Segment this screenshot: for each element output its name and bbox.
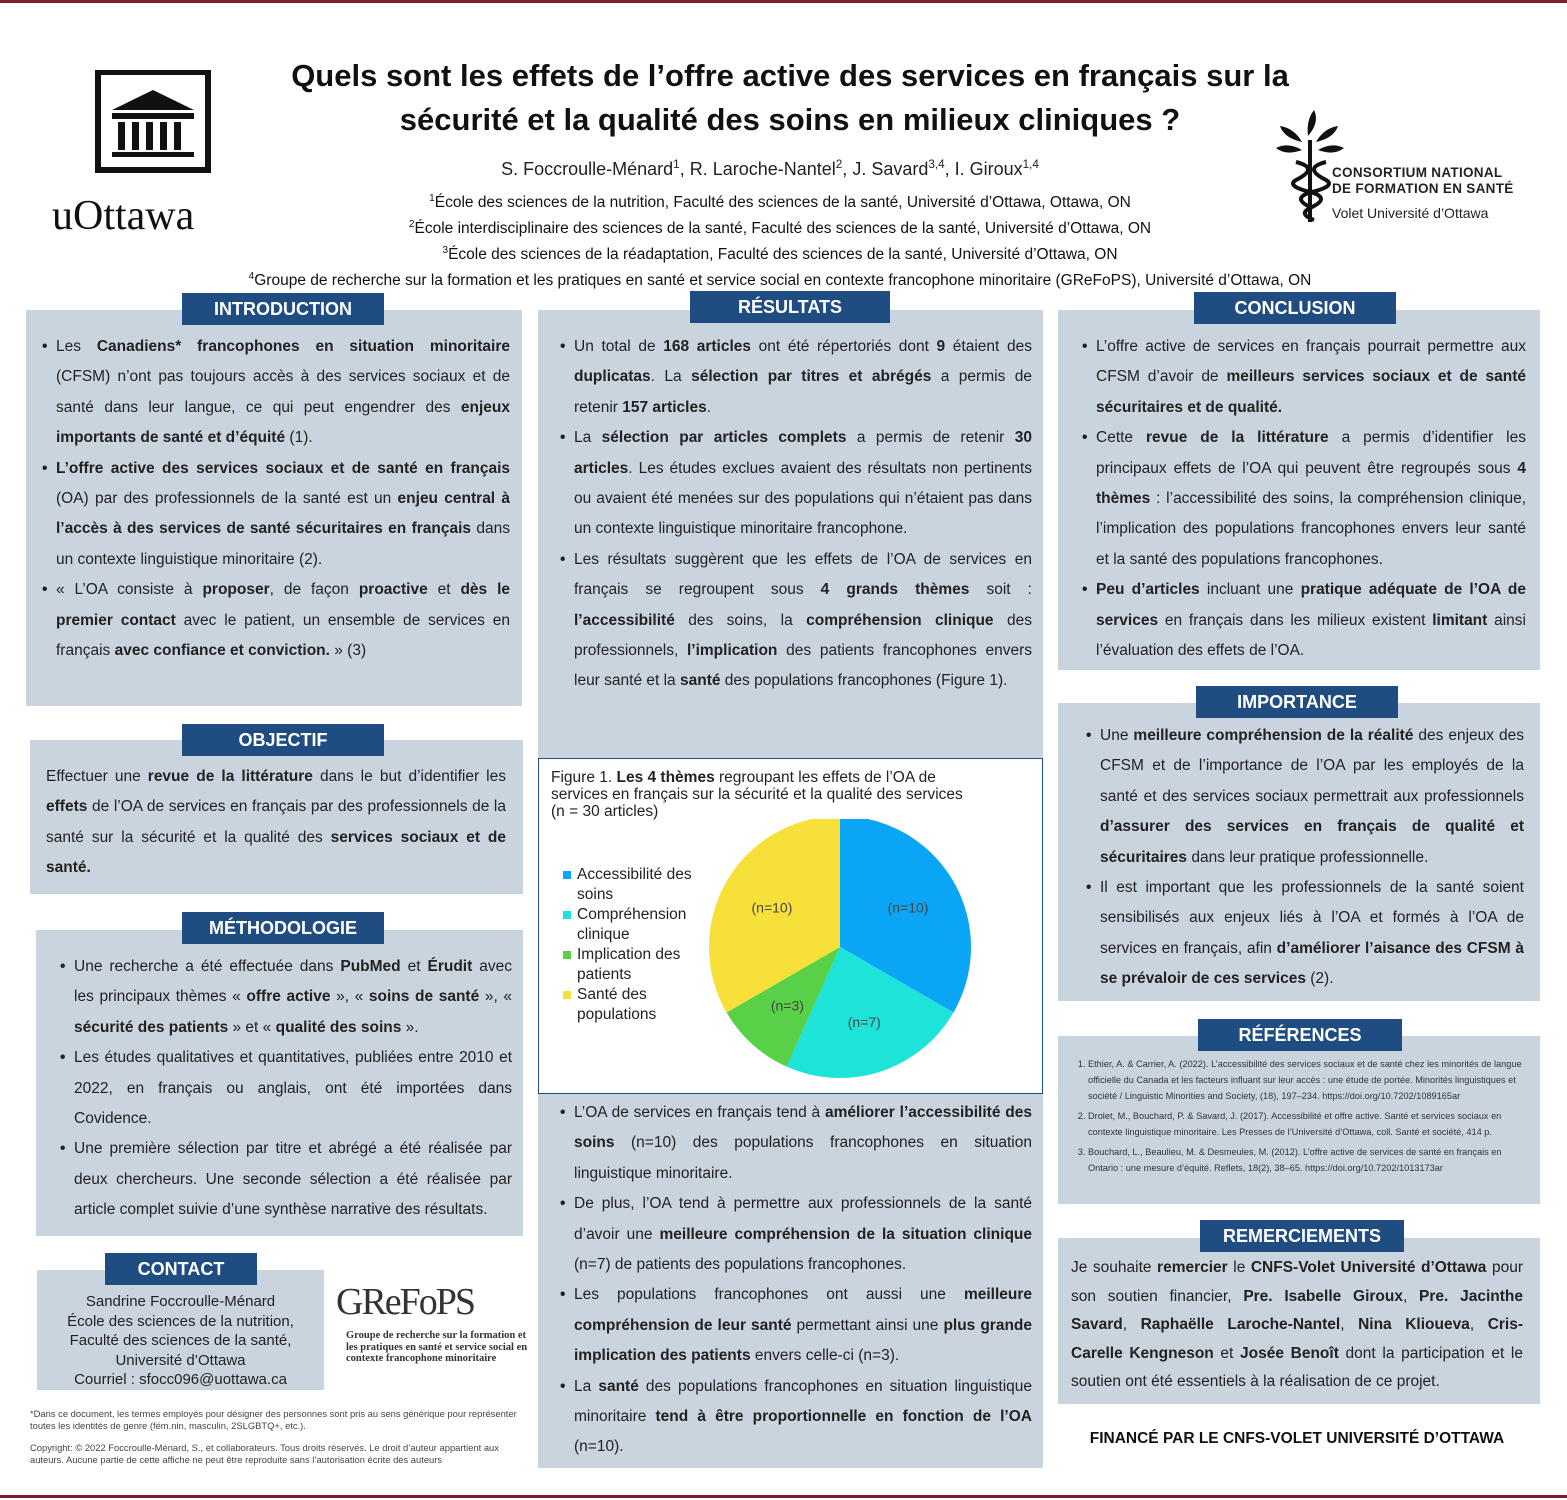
bold-run: duplicatas [574, 368, 651, 386]
text-run: étaient des [945, 338, 1032, 355]
pie-slice-label: (n=10) [887, 899, 929, 916]
bold-run: 4 grands thèmes [820, 581, 970, 599]
text-run: Effectuer une [46, 768, 148, 785]
affiliation-marker: 3 [442, 245, 449, 257]
bold-run: l’implication [686, 642, 778, 660]
contact-email[interactable]: Courriel : sfocc096@uottawa.ca [74, 1371, 287, 1388]
text-run: Une recherche a été effectuée dans [74, 958, 341, 975]
bullet-item [1096, 575, 1526, 666]
text-run: (CFSM) n’ont pas toujours accès à des services sociaux et de santé dans leur langue, ce qui peut engendrer des [56, 368, 510, 416]
text-run: Une [1100, 727, 1134, 744]
conclusion-panel [1058, 310, 1540, 670]
bullet-item [74, 952, 512, 1043]
affiliations [150, 188, 1410, 293]
text-run: des populations francophones (Figure 1). [720, 672, 1008, 690]
cnfs-name-line2: DE FORMATION EN SANTÉ [1332, 181, 1514, 196]
uottawa-wordmark: uOttawa [52, 193, 195, 239]
text-run: ainsi l’évaluation des effets de l’OA. [1096, 611, 1526, 660]
text-run: avec les principaux thèmes « [74, 958, 512, 1006]
bold-run: dès le premier contact [56, 581, 511, 629]
text-run: , [1402, 1287, 1420, 1305]
author-name: R. Laroche-Nantel [689, 159, 836, 179]
legend-label: Santé des populations [577, 986, 657, 1023]
affiliation-line [150, 214, 1410, 240]
bold-run: sélection par articles complets [601, 429, 847, 447]
reference-item: 3. Bouchard, L., Beaulieu, M. & Desmeules, M. (2012). L’offre active de services de santé en français en Ontario : une mesure d’équité. Reflets, 18(2), 38–65. https://doi.org/10.7202/1013173ar [1088, 1144, 1524, 1176]
bullet-item [1100, 721, 1524, 873]
bold-run: Les 4 thèmes [616, 769, 715, 786]
bold-run: services sociaux et de santé. [46, 828, 506, 877]
bullet-item [574, 332, 1032, 423]
legend-item [563, 905, 727, 944]
remerciements-panel [1058, 1238, 1540, 1404]
funded-by: FINANCÉ PAR LE CNFS-VOLET UNIVERSITÉ D’OTTAWA [1089, 1430, 1505, 1447]
text-run: (n=10). [574, 1438, 624, 1456]
bold-run: 4 thèmes [1096, 459, 1526, 508]
legend-label: Accessibilité des soins [577, 866, 692, 903]
cnfs-name-line1: CONSORTIUM NATIONAL [1332, 165, 1503, 180]
affiliation-line [150, 266, 1410, 292]
bold-run: limitant [1432, 611, 1488, 629]
text-run: , [1340, 1316, 1359, 1334]
contact-name: Sandrine Foccroulle-Ménard [85, 1293, 276, 1310]
text-run: soit : [969, 581, 1032, 599]
text-run: de l’OA de services en français par des professionnels de la santé sur la sécurité et la qualité des [46, 798, 506, 846]
text-run: a permis de retenir [574, 368, 1032, 416]
affiliation-text: École des sciences de la nutrition, Faculté des sciences de la santé, Université d’Ottawa, Ottawa, ON [434, 194, 1131, 212]
bold-run: Raphaëlle Laroche-Nantel [1140, 1316, 1341, 1334]
bold-run: qualité des soins [275, 1018, 402, 1036]
text-run: et [427, 581, 461, 599]
bullet-item [574, 1280, 1032, 1371]
bullet-item [574, 545, 1032, 697]
top-border [0, 0, 1567, 3]
methodologie-header: MÉTHODOLOGIE [182, 912, 384, 944]
bold-run: 9 [936, 338, 946, 355]
bold-run: enjeux importants de santé et d’équité [56, 398, 510, 447]
text-run: (2). [1305, 970, 1334, 988]
bullet-item [1096, 423, 1526, 575]
text-run: . [706, 398, 712, 416]
bold-run: tend à être proportionnelle en fonction de l’OA [655, 1408, 1032, 1426]
bold-run: Nina Klioueva [1358, 1316, 1470, 1334]
text-run: » et « [228, 1018, 276, 1036]
bullet-item [574, 1372, 1032, 1463]
legend-swatch [563, 911, 571, 919]
importance-panel [1058, 703, 1540, 1001]
importance-list [1084, 721, 1524, 995]
pie-slice-label: (n=10) [751, 899, 793, 916]
bullet-item [56, 332, 510, 454]
author-name: I. Giroux [954, 159, 1023, 179]
bold-run: avec confiance et conviction. [114, 642, 330, 660]
text-run: avec le patient, un ensemble de services en français [56, 611, 510, 660]
author-affiliation-marker: 3,4 [928, 158, 945, 171]
bold-run: d’assurer des services en français de qualité et sécuritaires [1100, 818, 1524, 866]
methodologie-panel [36, 930, 523, 1236]
contact-panel [37, 1270, 324, 1390]
legend-swatch [563, 951, 571, 959]
introduction-panel [26, 310, 522, 706]
bold-run: sélection par titres et abrégés [691, 368, 932, 386]
affiliation-line [150, 188, 1410, 214]
bullet-item [574, 1189, 1032, 1280]
chart-legend [563, 865, 727, 1025]
bullet-item [56, 454, 510, 576]
text-run: Un total de [574, 338, 664, 355]
text-run: incluant une [1199, 581, 1301, 599]
author-affiliation-marker: 1 [673, 158, 680, 171]
contact-university: Université d’Ottawa [115, 1351, 246, 1369]
text-run: Une première sélection par titre et abrégé a été réalisée par deux chercheurs. Une seconde sélection a été réalisée par article complet suivie d’une synthèse narrative des résultats. [74, 1140, 512, 1219]
bold-run: l’accessibilité [574, 611, 675, 629]
text-run: (n=7) de patients des populations francophones. [574, 1256, 907, 1274]
introduction-list [40, 332, 510, 666]
author-affiliation-marker: 2 [835, 158, 843, 171]
bold-run: santé [679, 672, 721, 690]
objectif-panel [30, 740, 523, 894]
text-run: , [1469, 1316, 1488, 1334]
copyright: Copyright: © 2022 Foccroulle-Ménard, S., et collaborateurs. Tous droits réservés. Le droit d’auteur appartient aux auteurs. Aucune partie de cette affiche ne peut être reproduite sans l’autorisation écrite des auteurs [30, 1442, 499, 1465]
text-run: : l’accessibilité des soins, la compréhension clinique, l’implication des populations francophones envers leur santé et la santé des populations francophones. [1096, 490, 1526, 568]
legend-label: Compréhension clinique [577, 906, 687, 943]
text-run: (OA) par des professionnels de la santé est un [56, 490, 398, 508]
affiliation-text: École interdisciplinaire des sciences de la santé, Faculté des sciences de la santé, Université d’Ottawa, ON [414, 220, 1152, 238]
pie-slice-label: (n=3) [770, 997, 804, 1014]
text-run: De plus, l’OA tend à permettre aux professionnels de la santé d’avoir une [574, 1195, 1032, 1243]
text-run: . Les études exclues avaient des résultats non pertinents ou avaient été menées sur des populations qui n’étaient pas dans un contexte linguistique minoritaire francophone. [574, 459, 1032, 538]
affiliation-marker: 1 [429, 193, 435, 204]
text-run: Figure 1. [551, 769, 617, 786]
text-run: et [1213, 1344, 1241, 1362]
text-run: ». [401, 1018, 419, 1036]
poster-title: Quels sont les effets de l’offre active des services en français sur la sécurité et la qualité des soins en milieux cliniques ? [291, 58, 1289, 137]
references-list [1072, 1056, 1524, 1176]
affiliation-line [150, 240, 1410, 266]
text-run: a permis d’identifier les principaux effets de l’OA qui peuvent être regroupés sous [1096, 429, 1526, 477]
author-affiliation-marker: 1,4 [1022, 158, 1039, 171]
bold-run: améliorer l’accessibilité des soins [574, 1104, 1033, 1152]
text-run: regroupant les effets de l’OA de services en français sur la sécurité et la qualité des services (n = 30 articles) [551, 769, 963, 820]
text-run: , [1122, 1316, 1141, 1334]
text-run: envers celle-ci (n=3). [750, 1347, 900, 1365]
legend-label: Implication des patients [577, 946, 681, 983]
methodologie-list [58, 952, 512, 1226]
bold-run: offre active [246, 988, 331, 1006]
bold-run: plus grande implication des patients [574, 1316, 1033, 1365]
author-name: J. Savard [852, 159, 929, 179]
text-run: ont été répertoriés dont [751, 338, 937, 355]
bold-run: Peu d’articles [1096, 581, 1200, 599]
text-run: le [1227, 1259, 1251, 1276]
text-run: », « [330, 988, 369, 1006]
bold-run: soins de santé [368, 988, 480, 1006]
contact-school: École des sciences de la nutrition, [67, 1312, 294, 1330]
text-run: dans leur pratique professionnelle. [1187, 848, 1429, 866]
grefops-logo: GReFoPS [336, 1281, 475, 1323]
references-header: RÉFÉRENCES [1198, 1019, 1402, 1051]
text-run: a permis de retenir [846, 429, 1015, 447]
bullet-item [574, 423, 1032, 545]
legend-swatch [563, 991, 571, 999]
text-run: L’OA de services en français tend à [574, 1104, 826, 1121]
bold-run: Érudit [427, 958, 473, 975]
text-run: dans le but d’identifier les [312, 768, 507, 785]
affiliation-text: Groupe de recherche sur la formation et les pratiques en santé et service social en contexte francophone minoritaire (GReFoPS), Université d’Ottawa, ON [254, 272, 1312, 290]
bold-run: Josée Benoît [1240, 1344, 1339, 1362]
text-run: Je souhaite [1071, 1259, 1158, 1276]
text-run: des patients francophones envers leur santé et la [574, 642, 1032, 690]
bold-run: Cris-Carelle Kengneson [1071, 1316, 1524, 1362]
bullet-item [574, 1098, 1032, 1189]
affiliation-marker: 4 [248, 271, 255, 283]
grefops-subtitle: Groupe de recherche sur la formation et les pratiques en santé et service social en contexte francophone minoritaire [346, 1330, 528, 1364]
bullet-item [74, 1043, 512, 1134]
remerciements-text [1071, 1254, 1523, 1397]
bold-run: meilleurs services sociaux et de santé sécuritaires et de qualité. [1096, 368, 1526, 416]
bullet-item [1100, 873, 1524, 995]
reference-item: 1. Ethier, A. & Carrier, A. (2022). L’accessibilité des services sociaux et de santé chez les minorités de langue officielle du Canada et les facteurs influant sur leur accès : une étude de portée. Minorités linguistiques et société / Linguistic Minorities and Society, (18), 197–234. https://doi.org/10.7202/1089165ar [1088, 1056, 1524, 1104]
bold-run: Pre. Isabelle Giroux [1243, 1287, 1403, 1305]
introduction-header: INTRODUCTION [182, 293, 384, 325]
bold-run: Pre. Jacinthe Savard [1071, 1287, 1523, 1334]
bullet-item [74, 1134, 512, 1225]
conclusion-header: CONCLUSION [1194, 292, 1396, 324]
author-name: S. Foccroulle-Ménard [501, 159, 674, 179]
text-run: Les populations francophones ont aussi une [574, 1286, 964, 1304]
text-run: des professionnels, [574, 611, 1032, 660]
text-run: en français dans les milieux existent [1158, 611, 1433, 629]
text-run: Il est important que les professionnels de la santé soient sensibilisés aux enjeux liés à l’OA et formés à l’OA de services en français, afin [1100, 879, 1524, 957]
legend-item [563, 865, 727, 904]
bold-run: santé [598, 1377, 639, 1395]
text-run: » (3) [329, 642, 367, 660]
objectif-text [46, 762, 506, 884]
legend-item [563, 945, 727, 984]
bold-run: compréhension clinique [806, 611, 994, 629]
bold-run: CNFS-Volet Université d’Ottawa [1250, 1259, 1487, 1276]
bold-run: 168 articles [663, 338, 752, 355]
text-run: pour son soutien financier, [1071, 1259, 1523, 1305]
bold-run: sécurité des patients [74, 1018, 229, 1036]
bold-run: meilleure compréhension de la situation clinique [659, 1225, 1032, 1243]
text-run: des enjeux des CFSM et de l’importance de l’OA par les employés de la santé et des services sociaux permettrait aux professionnels [1100, 727, 1524, 805]
bold-run: meilleure compréhension de leur santé [574, 1286, 1032, 1334]
bold-run: pratique adéquate de l’OA de services [1096, 581, 1526, 629]
bullet-item [56, 575, 510, 666]
legend-swatch [563, 871, 571, 879]
bold-run: revue de la littérature [1145, 429, 1329, 447]
affiliation-text: École des sciences de la réadaptation, Faculté des sciences de la santé, Université d’Ottawa, ON [448, 246, 1118, 264]
text-run: , de façon [269, 581, 359, 599]
bullet-item [1096, 332, 1526, 423]
bold-run: d’améliorer l’aisance des CFSM à se prévaloir de ces services [1100, 939, 1524, 988]
remerciements-header: REMERCIEMENTS [1200, 1220, 1404, 1252]
text-run: des populations francophones en situation linguistique minoritaire [574, 1377, 1032, 1426]
bold-run: meilleure compréhension de la réalité [1133, 727, 1414, 744]
text-run: La [574, 429, 602, 447]
contact-header: CONTACT [105, 1253, 257, 1285]
text-run: dans un contexte linguistique minoritaire (2). [56, 520, 511, 568]
pie-slice-label: (n=7) [847, 1013, 881, 1030]
bold-run: remercier [1157, 1259, 1228, 1276]
text-run: (1). [285, 429, 313, 447]
cnfs-subtitle: Volet Université d’Ottawa [1332, 205, 1489, 221]
text-run: dont la participation et le soutien ont été essentiels à la réalisation de ce projet. [1071, 1344, 1523, 1391]
text-run: des soins, la [674, 611, 807, 629]
text-run: », « [479, 988, 513, 1006]
bold-run: L’offre active des services sociaux et de santé en français [56, 459, 510, 477]
text-run: et [400, 958, 428, 975]
bold-run: proactive [358, 581, 428, 599]
bold-run: enjeu central à l’accès à des services de santé sécuritaires en français [56, 490, 510, 538]
bold-run: Canadiens* francophones en situation minoritaire [96, 338, 510, 355]
text-run: Cette [1096, 429, 1146, 447]
conclusion-list [1080, 332, 1526, 666]
bold-run: 30 articles [574, 429, 1032, 477]
references-panel [1058, 1036, 1540, 1204]
bold-run: 157 articles [622, 398, 707, 416]
footnote: *Dans ce document, les termes employés pour désigner des personnes sont pris au sens générique pour représenter toutes les identités de genre (fém.nin, masculin, 2SLGBTQ+, etc.). [30, 1408, 517, 1431]
text-run: L’offre active de services en français pourrait permettre aux CFSM d’avoir de [1096, 338, 1526, 386]
resultats-header: RÉSULTATS [690, 291, 890, 323]
authors-line: S. Foccroulle-Ménard$^1$, R. Laroche-Nantel$^2$, J. Savard$^{3,4}$, I. Giroux$^{1,4}$ [501, 158, 1039, 179]
pie-chart [709, 819, 1009, 1089]
legend-item [563, 985, 727, 1024]
text-run: « L’OA consiste à [56, 581, 203, 599]
figure-caption [551, 769, 971, 820]
figure-1 [538, 758, 1043, 1094]
text-run: La [574, 1377, 599, 1395]
bold-run: proposer [202, 581, 270, 599]
bold-run: effets [46, 798, 88, 816]
objectif-header: OBJECTIF [182, 724, 384, 756]
reference-item: 2. Drolet, M., Bouchard, P. & Savard, J. (2017). Accessibilité et offre active. Santé et services sociaux en contexte linguistique minoritaire. Les Presses de l’Université d’Ottawa, coll. Santé et société, 414 p. [1088, 1108, 1524, 1140]
bold-run: revue de la littérature [147, 768, 313, 785]
text-run: Les [56, 338, 97, 355]
importance-header: IMPORTANCE [1196, 686, 1398, 718]
bottom-border [0, 1495, 1567, 1498]
bold-run: PubMed [340, 958, 401, 975]
text-run: permettant ainsi une [791, 1316, 944, 1334]
contact-faculty: Faculté des sciences de la santé, [69, 1332, 292, 1349]
resultats-list-bottom [558, 1098, 1032, 1463]
contact-details [37, 1292, 324, 1390]
resultats-list-top [558, 332, 1032, 697]
text-run: (n=10) des populations francophones en situation linguistique minoritaire. [574, 1134, 1032, 1182]
text-run: Les études qualitatives et quantitatives, publiées entre 2010 et 2022, en français ou anglais, ont été importées dans Covidence. [74, 1049, 512, 1128]
affiliation-marker: 2 [408, 219, 415, 231]
text-run: . La [650, 368, 692, 386]
text-run: Les résultats suggèrent que les effets de l’OA de services en français se regroupent sous [574, 550, 1032, 599]
